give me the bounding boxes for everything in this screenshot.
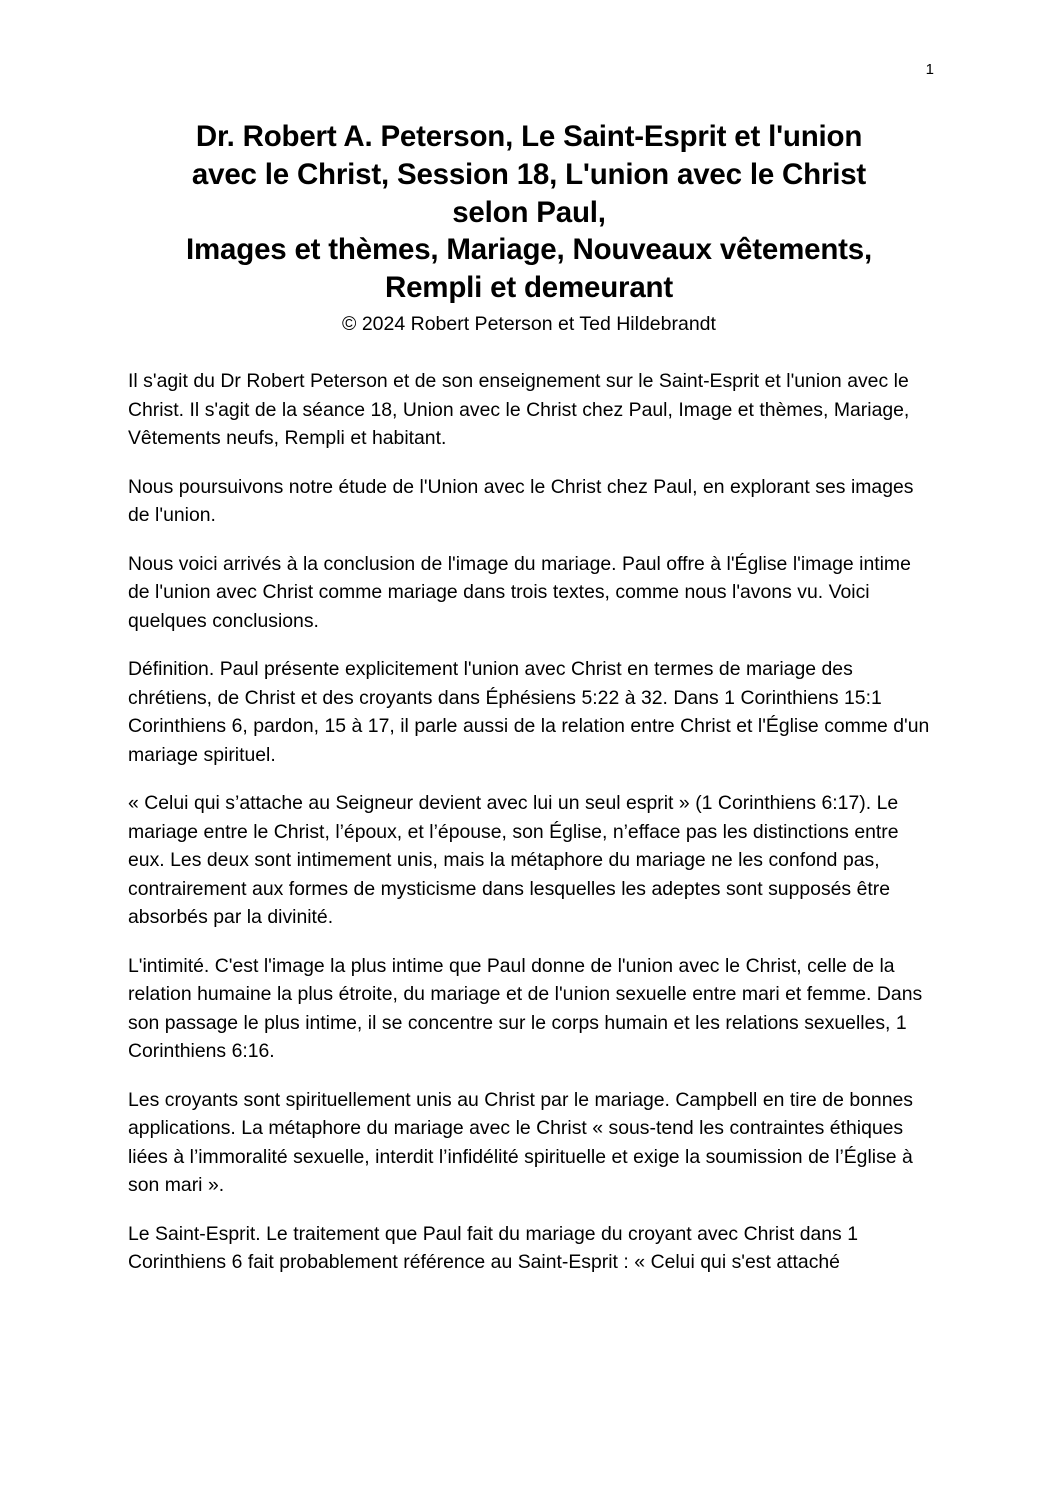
subtitle-line-2: Rempli et demeurant <box>385 271 673 304</box>
paragraph: Nous poursuivons notre étude de l'Union avec le Christ chez Paul, en explorant ses images de l'union. <box>128 475 914 527</box>
subtitle-line-1: Images et thèmes, Mariage, Nouveaux vêtements, <box>186 233 872 267</box>
paragraph: Les croyants sont spirituellement unis au Christ par le mariage. Campbell en tire de bonnes applications. La métaphore du mariage avec le Christ « sous-tend les contraintes éthiques liées à l’immoralité sexuelle, interdit l’infidélité spirituelle et exige la soumission de l’Église à son mari ». <box>128 1088 913 1197</box>
paragraph: Il s'agit du Dr Robert Peterson et de son enseignement sur le Saint-Esprit et l'union avec le Christ. Il s'agit de la séance 18, Union avec le Christ chez Paul, Image et thèmes, Mariage, Vêtements neufs, Rempli et habitant. <box>128 370 910 450</box>
title-line-1: Dr. Robert A. Peterson, Le Saint-Esprit et l'union <box>195 120 863 153</box>
page-title <box>128 118 930 231</box>
title-line-3: selon Paul, <box>452 195 606 229</box>
page-number: 1 <box>925 61 934 78</box>
paragraph: Nous voici arrivés à la conclusion de l'image du mariage. Paul offre à l'Église l'image intime de l'union avec Christ comme mariage dans trois textes, comme nous l'avons vu. Voici quelques conclusions. <box>128 552 911 632</box>
copyright-notice: © 2024 Robert Peterson et Ted Hildebrandt <box>342 312 716 335</box>
title-block <box>128 118 930 337</box>
document-body <box>128 367 930 1277</box>
paragraph: Définition. Paul présente explicitement l'union avec Christ en termes de mariage des chrétiens, de Christ et des croyants dans Éphésiens 5:22 à 32. Dans 1 Corinthiens 15:1 Corinthiens 6, pardon, 15 à 17, il parle aussi de la relation entre Christ et l'Église comme d'un mariage spirituel. <box>128 658 930 766</box>
page-subtitle <box>128 231 930 307</box>
title-line-2: avec le Christ, Session 18, L'union avec le Christ <box>191 157 867 191</box>
paragraph: « Celui qui s’attache au Seigneur devient avec lui un seul esprit » (1 Corinthiens 6:17). Le mariage entre le Christ, l’époux, et l’épouse, son Église, n’efface pas les distinctions entre eux. Les deux sont intimement unis, mais la métaphore du mariage ne les confond pas, contrairement aux formes de mysticisme dans lesquelles les adeptes sont supposés être absorbés par la divinité. <box>128 792 899 929</box>
paragraph: Le Saint-Esprit. Le traitement que Paul fait du mariage du croyant avec Christ dans 1 Corinthiens 6 fait probablement référence au Saint-Esprit : « Celui qui s'est attaché <box>128 1222 859 1274</box>
paragraph: L'intimité. C'est l'image la plus intime que Paul donne de l'union avec le Christ, celle de la relation humaine la plus étroite, du mariage et de l'union sexuelle entre mari et femme. Dans son passage le plus intime, il se concentre sur le corps humain et les relations sexuelles, 1 Corinthiens 6:16. <box>128 954 923 1063</box>
